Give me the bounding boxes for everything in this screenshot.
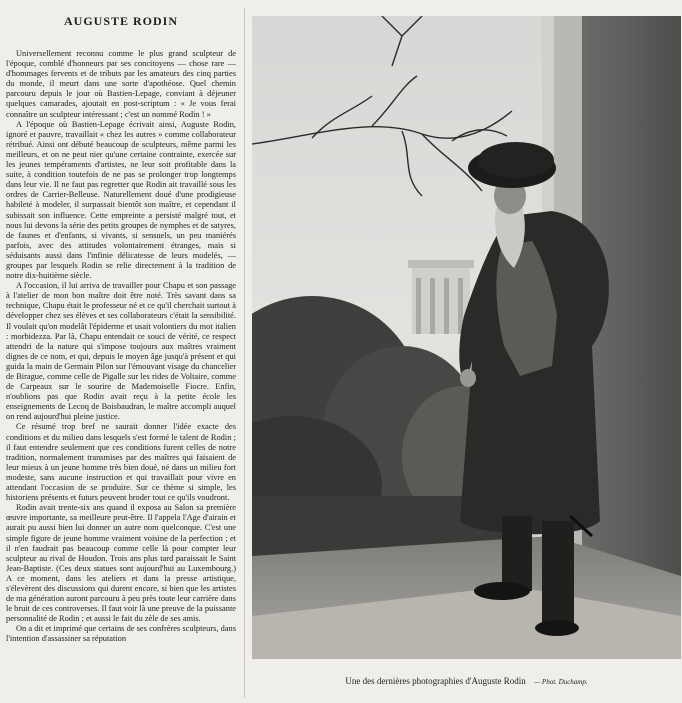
article-column: [0, 0, 242, 703]
article-paragraph: Ce résumé trop bref ne saurait donner l'idée exacte des conditions et du milieu dans lesquels s'est formé le talent de Rodin ; il faut entendre seulement que ces conditions furent celles de notre tradition, normalement transmises par des maîtres qui faisaient de leur mieux à un jeune homme très bien doué, né dans un milieu fort modeste, sans aucune instruction et qui travaillait pour vivre en attendant l'occasion de se produire. Sur ce thème si simple, les historiens présents et futurs peuvent broder tout ce qu'ils voudront.: [6, 422, 236, 503]
caption-text: Une des dernières photographies d'Auguste Rodin: [345, 676, 526, 686]
article-paragraph: A l'époque où Bastien-Lepage écrivait ainsi, Auguste Rodin, ignoré et pauvre, travaillait « chez les autres » comme collaborateur rétribué. Ainsi ont débuté beaucoup de sculpteurs, même parmi les meilleurs, et on ne peut nier qu'une certaine contrainte, exercée sur les jeunes tempéraments d'artistes, ne leur soit profitable dans la suite, à condition toutefois de ne pas se prolonger trop longtemps dans leur vie. Il ne faut pas regretter que Rodin ait travaillé sous les ordres de Carrier-Belleuse. Naturellement doué d'une prodigieuse habileté à modeler, il surpassait bientôt son maître, et cependant il subissait son influence. Cette empreinte a persisté malgré tout, et nous lui devons la série des petits groupes de nymphes et de satyres, de faunes et d'enfants, si vivants, si sensuels, un peu maniérés parfois, avec des attitudes volontairement étranges, mais si séduisants aussi dans l'infinie délicatesse de leurs modelés, — groupes par lesquels Rodin se relie directement à la tradition de notre dix-huitième siècle.: [6, 119, 236, 281]
article-paragraph: Rodin avait trente-six ans quand il exposa au Salon sa première œuvre importante, sa meilleure peut-être. Il l'appela l'Age d'airain et aurait pu aussi bien lui donner un autre nom quelconque. C'est une simple figure de jeune homme vraiment voisine de la perfection ; et il n'en faudrait pas beaucoup comme celle là pour compter leur sculpteur au rival de Houdon. Trois ans plus tard paraissait le Saint Jean-Baptiste. (Ces deux statues sont aujourd'hui au Luxembourg.) A ce moment, dans les ateliers et dans la presse artistique, s'élevèrent des discussions qui durent encore, si bien que les artistes de ma génération auront parcouru à peu près toute leur carrière dans le bruit de ces controverses. Il faut voir là une preuve de la puissante personnalité de Rodin ; et aussi le fait du zèle de ses amis.: [6, 503, 236, 624]
photograph-illustration: [252, 16, 681, 659]
article-paragraph: A l'occasion, il lui arriva de travailler pour Chapu et son passage à l'atelier de mon bon maître doit être noté. Très savant dans sa technique, Chapu était le professeur né et ce qu'il cherchait surtout à développer chez ses élèves et ses collaborateurs c'était la sensibilité. Il voulait qu'on modelât l'épiderme et usait volontiers du mot italien : morbidezza. Par là, Chapu entendait ce souci de vérité, ce respect attendri de la nature qui s'impose toujours aux maîtres vraiment dignes de ce nom, et qui, depuis le moyen âge jusqu'à présent et qui guida la main de Germain Pilon sur l'émouvant visage du chancelier de Birague, comme celle de Pigalle sur les rides de Voltaire, comme de Carpeaux sur le sourire de Mademoiselle Fiocre. Enfin, n'oublions pas que Rodin avait reçu à la petite école les enseignements de Lecoq de Boisbaudran, le maître accompli auquel on rend aujourd'hui pleine justice.: [6, 281, 236, 422]
article-paragraph: On a dit et imprimé que certains de ses confrères sculpteurs, dans l'intention d'assassiner sa réputation: [6, 624, 236, 644]
photo-caption: [252, 676, 681, 686]
column-divider: [244, 8, 245, 698]
rodin-photograph: [252, 16, 681, 659]
article-title: AUGUSTE RODIN: [63, 14, 178, 28]
photo-credit: — Phot. Duchamp.: [533, 678, 588, 686]
article-paragraph: Universellement reconnu comme le plus grand sculpteur de l'époque, comblé d'honneurs par ses concitoyens — chose rare — d'hommages fervents et de tributs par les amateurs des cinq parties du monde, il meurt dans une sorte d'apothéose. Quel chemin parcouru depuis le jour où Bastien-Lepage, conviant à déjeuner quelques camarades, ajoutait en post-scriptum : « Je vous ferai connaître un sculpteur intéressant ; c'est un nommé Rodin ! »: [6, 49, 236, 119]
